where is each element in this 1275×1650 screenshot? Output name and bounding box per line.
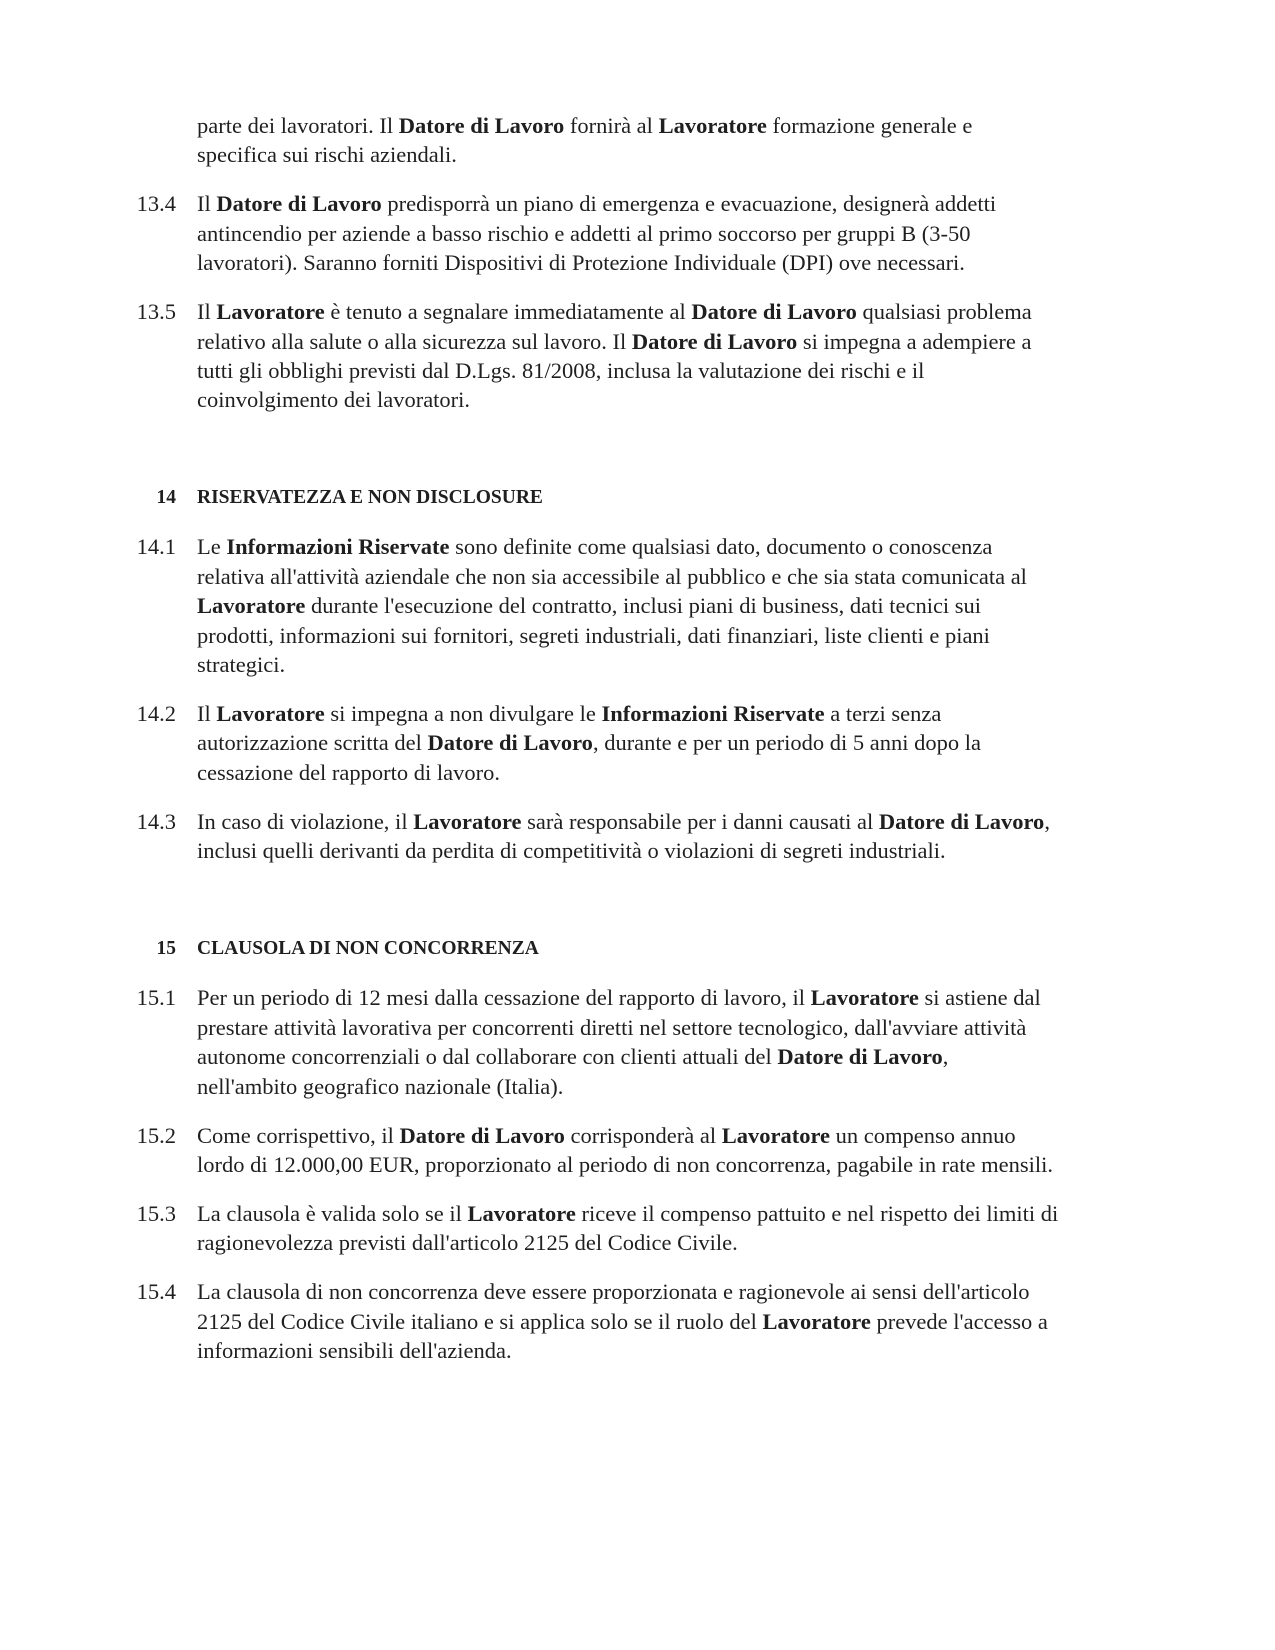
- clause-number: 14.3: [136, 808, 176, 834]
- text-run: formazione generale e: [766, 113, 973, 138]
- clause-text: [197, 189, 996, 277]
- text-run: lavoratori). Saranno forniti Dispositivi di Protezione Individuale (DPI) ove necessari.: [197, 250, 965, 276]
- text-run: ,: [942, 1044, 949, 1070]
- clause-number: 13.4: [136, 191, 176, 217]
- text-run: sono definite come qualsiasi dato, documento o conoscenza: [449, 534, 993, 560]
- text-run: si astiene dal: [918, 985, 1041, 1011]
- text-run: durante l'esecuzione del contratto, inclusi piani di business, dati tecnici sui: [305, 593, 982, 619]
- text-run: si impegna a non divulgare le: [324, 701, 602, 727]
- clause-paragraph: [0, 1121, 1275, 1180]
- text-line: [197, 562, 1027, 591]
- defined-term: Lavoratore: [721, 1122, 831, 1148]
- text-run: si impegna a adempiere a: [797, 328, 1032, 354]
- text-run: parte dei lavoratori. Il: [197, 113, 399, 138]
- text-run: lordo di 12.000,00 EUR, proporzionato al periodo di non concorrenza, pagabile in rate mensili.: [197, 1151, 1054, 1177]
- text-run: riceve il compenso pattuito e nel rispetto dei limiti di: [575, 1200, 1059, 1226]
- text-line: [197, 1072, 1041, 1101]
- text-line: [197, 1013, 1041, 1042]
- text-run: autonome concorrenziali o dal collaborare con clienti attuali del: [197, 1044, 778, 1070]
- text-line: [197, 327, 1032, 356]
- section-number: 14: [156, 487, 176, 509]
- clause-number: 15.1: [136, 985, 176, 1011]
- clause-paragraph: [0, 297, 1275, 415]
- text-run: sarà responsabile per i danni causati al: [521, 808, 879, 834]
- section-heading: [0, 934, 1275, 963]
- clause-number: 14.2: [136, 701, 176, 727]
- text-run: autorizzazione scritta del: [197, 730, 428, 756]
- clause-text: [197, 297, 1032, 415]
- text-run: qualsiasi problema: [856, 299, 1032, 325]
- defined-term: Lavoratore: [216, 701, 325, 727]
- clause-paragraph: [0, 189, 1275, 277]
- defined-term: Lavoratore: [413, 808, 522, 834]
- text-run: predisporrà un piano di emergenza e evacuazione, designerà addetti: [381, 191, 997, 217]
- clause-text: [197, 983, 1041, 1101]
- text-run: 2125 del Codice Civile italiano e si applica solo se il ruolo del: [197, 1308, 763, 1334]
- text-run: nell'ambito geografico nazionale (Italia).: [197, 1073, 564, 1099]
- text-line: [197, 758, 981, 787]
- text-run: Le: [197, 534, 227, 560]
- text-run: corrisponderà al: [564, 1122, 722, 1148]
- clause-number: 15.2: [136, 1122, 176, 1148]
- clause-text: [197, 1199, 1058, 1258]
- section-title-wrap: [197, 483, 543, 512]
- text-line: [197, 1277, 1048, 1306]
- text-run: Il: [197, 299, 217, 325]
- text-line: [197, 591, 1027, 620]
- defined-term: Lavoratore: [762, 1308, 871, 1334]
- defined-term: Datore di Lavoro: [878, 808, 1045, 834]
- clause-text: [197, 532, 1027, 679]
- text-line: [197, 621, 1027, 650]
- text-run: In caso di violazione, il: [197, 808, 414, 834]
- text-run: relativa all'attività aziendale che non sia accessibile al pubblico e che sia stata comunicata al: [197, 563, 1027, 589]
- text-run: specifica sui rischi aziendali.: [197, 142, 457, 168]
- text-run: ,: [1044, 808, 1050, 834]
- section-title: CLAUSOLA DI NON CONCORRENZA: [197, 938, 539, 960]
- clause-number: 15.3: [136, 1200, 176, 1226]
- clause-text: [197, 807, 1050, 866]
- text-run: inclusi quelli derivanti da perdita di competitività o violazioni di segreti industriali.: [197, 838, 946, 864]
- text-run: prestare attività lavorativa per concorrenti diretti nel settore tecnologico, dall'avviare attività: [197, 1014, 1027, 1040]
- section-number: 15: [156, 938, 176, 960]
- defined-term: Datore di Lavoro: [399, 1122, 565, 1148]
- text-line: [197, 836, 1050, 865]
- defined-term: Lavoratore: [197, 593, 306, 619]
- text-run: , durante e per un periodo di 5 anni dopo la: [592, 730, 981, 756]
- text-run: La clausola è valida solo se il: [197, 1200, 468, 1226]
- text-run: cessazione del rapporto di lavoro.: [197, 759, 501, 785]
- text-run: La clausola di non concorrenza deve essere proporzionata e ragionevole ai sensi dell'articolo: [197, 1279, 1030, 1305]
- text-line: [197, 356, 1032, 385]
- text-run: prodotti, informazioni sui fornitori, segreti industriali, dati finanziari, liste clienti e piani: [197, 622, 990, 648]
- defined-term: Datore di Lavoro: [777, 1044, 943, 1070]
- text-line: [197, 189, 996, 218]
- clause-text: [197, 1121, 1053, 1180]
- defined-term: Lavoratore: [810, 985, 919, 1011]
- clause-paragraph: [0, 807, 1275, 866]
- text-line: [197, 1307, 1048, 1336]
- text-line: [197, 650, 1027, 679]
- text-line: [197, 532, 1027, 561]
- text-line: [197, 1121, 1053, 1150]
- text-run: fornirà al: [564, 113, 659, 138]
- text-line: [197, 140, 972, 169]
- text-line: [197, 1199, 1058, 1228]
- text-line: [197, 983, 1041, 1012]
- defined-term: Datore di Lavoro: [427, 730, 593, 756]
- section-title-wrap: [197, 934, 539, 963]
- text-run: Il: [197, 191, 217, 217]
- defined-term: Informazioni Riservate: [601, 701, 825, 727]
- defined-term: Lavoratore: [658, 113, 767, 138]
- text-run: a terzi senza: [824, 701, 942, 727]
- text-line: [197, 297, 1032, 326]
- clause-number: 13.5: [136, 299, 176, 325]
- clause-number: 14.1: [136, 534, 176, 560]
- document-page: [0, 111, 1275, 1366]
- text-line: [197, 1336, 1048, 1365]
- text-run: antincendio per aziende a basso rischio e addetti al primo soccorso per gruppi B (3-50: [197, 220, 971, 246]
- text-run: un compenso annuo: [830, 1122, 1016, 1148]
- clause-paragraph: [0, 111, 1275, 170]
- text-run: Per un periodo di 12 mesi dalla cessazione del rapporto di lavoro, il: [197, 985, 811, 1011]
- text-line: [197, 807, 1050, 836]
- text-run: informazioni sensibili dell'azienda.: [197, 1338, 512, 1364]
- text-line: [197, 219, 996, 248]
- defined-term: Datore di Lavoro: [691, 299, 857, 325]
- text-line: [197, 111, 972, 140]
- defined-term: Lavoratore: [467, 1200, 576, 1226]
- text-line: [197, 699, 981, 728]
- text-run: tutti gli obblighi previsti dal D.Lgs. 81/2008, inclusa la valutazione dei rischi e il: [197, 358, 925, 384]
- text-line: [197, 728, 981, 757]
- text-run: relativo alla salute o alla sicurezza sul lavoro. Il: [197, 328, 632, 354]
- defined-term: Datore di Lavoro: [216, 191, 382, 217]
- text-run: Il: [197, 701, 217, 727]
- text-line: [197, 1150, 1053, 1179]
- defined-term: Lavoratore: [216, 299, 325, 325]
- text-run: prevede l'accesso a: [870, 1308, 1048, 1334]
- text-run: Come corrispettivo, il: [197, 1122, 400, 1148]
- defined-term: Datore di Lavoro: [631, 328, 798, 354]
- section-heading: [0, 483, 1275, 512]
- clause-number: 15.4: [136, 1279, 176, 1305]
- defined-term: Datore di Lavoro: [398, 113, 565, 138]
- clause-paragraph: [0, 699, 1275, 787]
- text-line: [197, 385, 1032, 414]
- defined-term: Informazioni Riservate: [226, 534, 450, 560]
- text-line: [197, 1228, 1058, 1257]
- text-run: coinvolgimento dei lavoratori.: [197, 387, 471, 413]
- section-title: RISERVATEZZA E NON DISCLOSURE: [197, 487, 543, 509]
- clause-paragraph: [0, 1199, 1275, 1258]
- text-line: [197, 1042, 1041, 1071]
- text-line: [197, 248, 996, 277]
- clause-text: [197, 1277, 1048, 1365]
- text-run: ragionevolezza previsti dall'articolo 2125 del Codice Civile.: [197, 1230, 738, 1256]
- clause-paragraph: [0, 532, 1275, 679]
- text-run: è tenuto a segnalare immediatamente al: [324, 299, 692, 325]
- text-run: strategici.: [197, 652, 286, 678]
- clause-paragraph: [0, 1277, 1275, 1365]
- clause-text: [197, 111, 972, 170]
- clause-paragraph: [0, 983, 1275, 1101]
- clause-text: [197, 699, 981, 787]
